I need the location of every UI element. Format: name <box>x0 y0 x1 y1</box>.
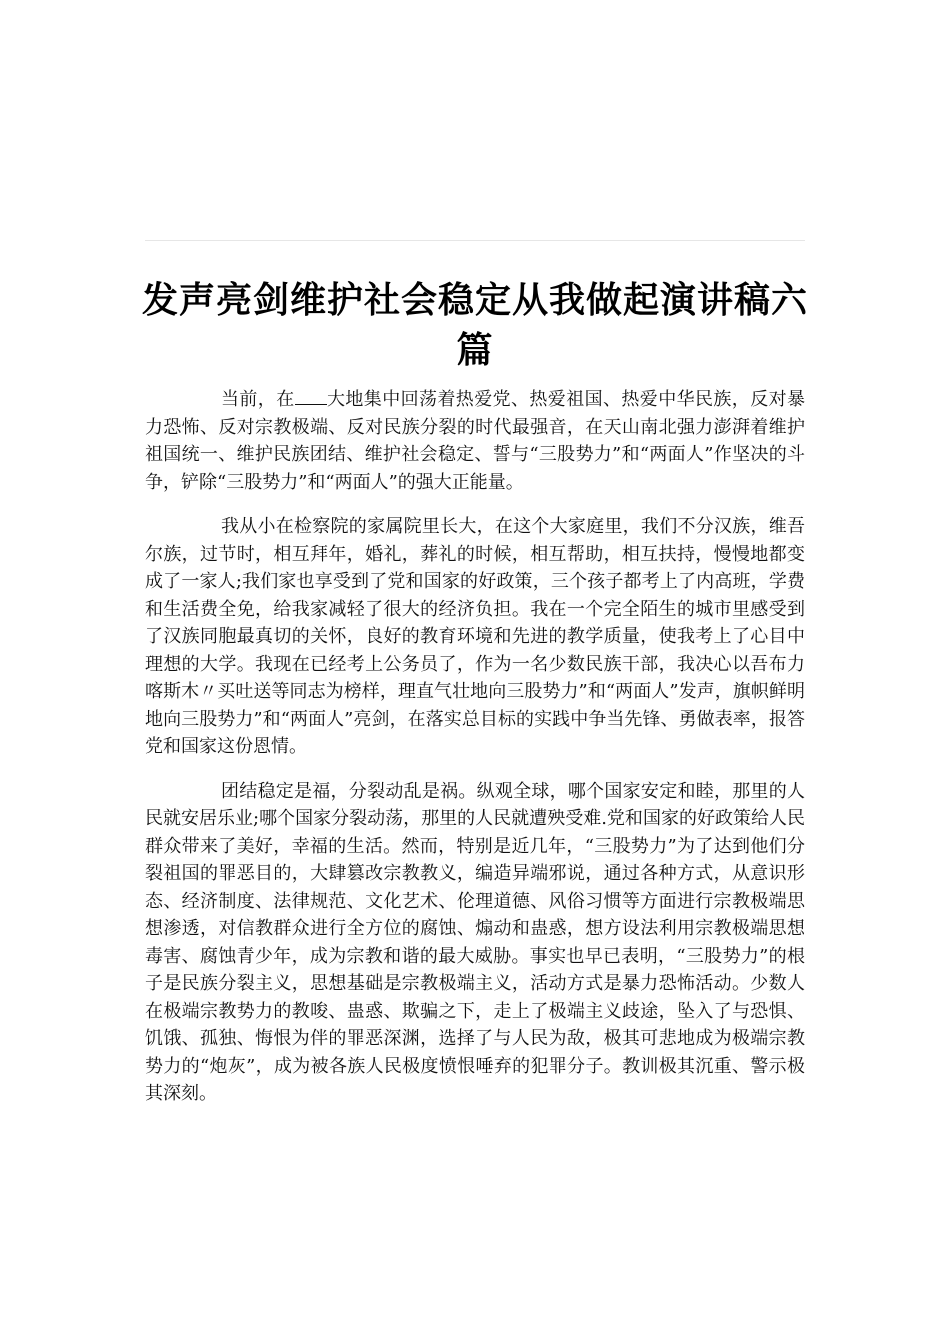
paragraph-3: 团结稳定是福，分裂动乱是祸。纵观全球，哪个国家安定和睦，那里的人民就安居乐业;哪个国家分裂动荡，那里的人民就遭殃受难.党和国家的好政策给人民群众带来了美好，幸福的生活。然而，特别是近几年，“三股势力”为了达到他们分裂祖国的罪恶目的，大肆篡改宗教教义，编造异端邪说，通过各种方式，从意识形态、经济制度、法律规范、文化艺术、伦理道德、风俗习惯等方面进行宗教极端思想渗透，对信教群众进行全方位的腐蚀、煽动和蛊惑，想方设法利用宗教极端思想毒害、腐蚀青少年，成为宗教和谐的最大威胁。事实也早已表明，“三股势力”的根子是民族分裂主义，思想基础是宗教极端主义，活动方式是暴力恐怖活动。少数人在极端宗教势力的教唆、蛊惑、欺骗之下，走上了极端主义歧途，坠入了与恐惧、饥饿、孤独、悔恨为伴的罪恶深渊，选择了与人民为敌，极其可悲地成为极端宗教势力的“炮灰”，成为被各族人民极度愤恨唾弃的犯罪分子。教训极其沉重、警示极其深刻。 <box>145 780 805 1104</box>
paragraph-1 <box>145 386 805 496</box>
fill-in-blank <box>295 388 327 405</box>
header-divider <box>145 240 805 241</box>
paragraph-1-start: 当前，在 <box>221 389 295 410</box>
paragraph-2: 我从小在检察院的家属院里长大，在这个大家庭里，我们不分汉族，维吾尔族，过节时，相互拜年，婚礼，葬礼的时候，相互帮助，相互扶持，慢慢地都变成了一家人;我们家也享受到了党和国家的好政策，三个孩子都考上了内高班，学费和生活费全免，给我家减轻了很大的经济负担。我在一个完全陌生的城市里感受到了汉族同胞最真切的关怀，良好的教育环境和先进的教学质量，使我考上了心目中理想的大学。我现在已经考上公务员了，作为一名少数民族干部，我决心以吾布力喀斯木〃买吐送等同志为榜样，理直气壮地向三股势力”和“两面人”发声，旗帜鲜明地向三股势力”和“两面人”亮剑，在落实总目标的实践中争当先锋、勇做表率，报答党和国家这份恩情。 <box>145 516 805 757</box>
paragraph-1-rest: 大地集中回荡着热爱党、热爱祖国、热爱中华民族，反对暴力恐怖、反对宗教极端、反对民族分裂的时代最强音，在天山南北强力澎湃着维护祖国统一、维护民族团结、维护社会稳定、誓与“三股势力”和“两面人”作坚决的斗争，铲除“三股势力”和“两面人”的强大正能量。 <box>145 389 806 493</box>
document-title: 发声亮剑维护社会稳定从我做起演讲稿六篇 <box>141 280 808 371</box>
document-body <box>145 386 805 1125</box>
document-page <box>141 0 808 1344</box>
